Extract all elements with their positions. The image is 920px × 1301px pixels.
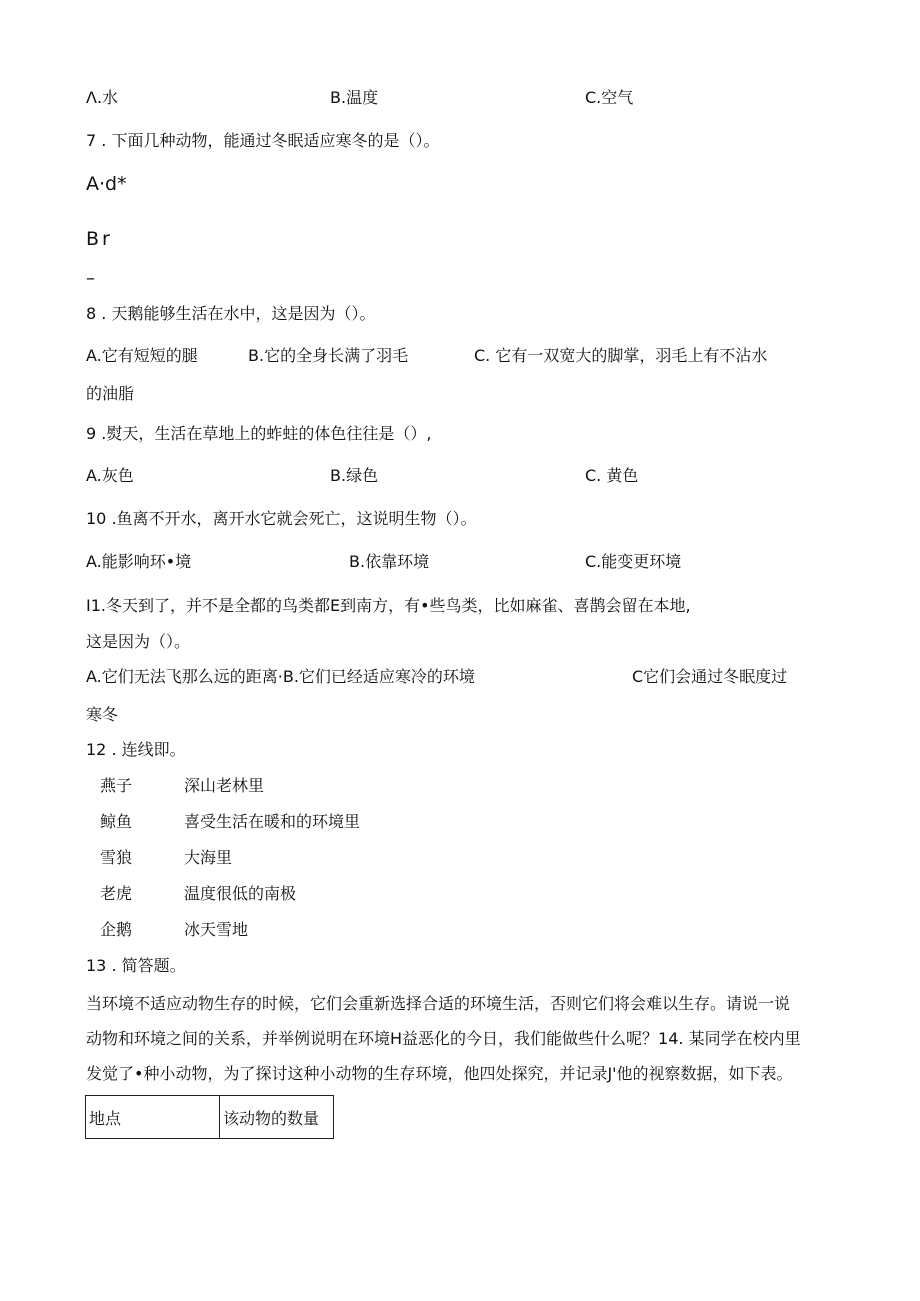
habitat-item: 冰天雪地 bbox=[184, 920, 249, 939]
q11-stem-line1: I1.冬天到了，并不是全都的鸟类都E到南方，有•些鸟类，比如麻雀、喜鹊会留在本地, bbox=[86, 596, 691, 615]
q7-dash: – bbox=[86, 268, 95, 289]
q13-paragraph-line2: 动物和环境之间的关系，并举例说明在环境H益恶化的今日，我们能做些什么呢？14. 某同学在校内里 bbox=[86, 1029, 801, 1048]
q9-option-c: C. 黄色 bbox=[585, 466, 639, 485]
animal-item: 雪狼 bbox=[100, 848, 133, 867]
q8-option-c: C. 它有一双宽大的脚掌，羽毛上有不沾水 bbox=[474, 346, 768, 365]
q6-option-a: Λ.水 bbox=[86, 88, 119, 107]
header-location: 地点 bbox=[86, 1096, 220, 1139]
q13-stem: 13 . 简答题。 bbox=[86, 956, 186, 975]
q11-option-ab: A.它们无法飞那么远的距离·B.它们已经适应寒冷的环境 bbox=[86, 667, 475, 686]
animal-item: 鲸鱼 bbox=[100, 812, 133, 831]
q7-option-a: A·d* bbox=[86, 173, 127, 195]
q11-stem-line2: 这是因为（）。 bbox=[86, 632, 191, 651]
animal-item: 老虎 bbox=[100, 884, 133, 903]
habitat-item: 深山老林里 bbox=[184, 776, 265, 795]
q8-option-c-cont: 的油脂 bbox=[86, 384, 135, 403]
habitat-item: 温度很低的南极 bbox=[184, 884, 297, 903]
q8-stem: 8 . 天鹅能够生活在水中，这是因为（）。 bbox=[86, 304, 376, 323]
q6-option-c: C.空气 bbox=[585, 88, 634, 107]
q13-paragraph-line1: 当环境不适应动物生存的时候，它们会重新选择合适的环境生活，否则它们将会难以生存。请说一说 bbox=[86, 994, 791, 1013]
q10-option-b: B.依靠环境 bbox=[349, 552, 430, 571]
q9-option-a: A.灰色 bbox=[86, 466, 134, 485]
q12-stem: 12 . 连线即。 bbox=[86, 740, 186, 759]
observation-table bbox=[85, 1095, 334, 1139]
q9-stem: 9 .熨天，生活在草地上的蚱蛀的体色往往是（）, bbox=[86, 424, 432, 443]
q6-option-b: B.温度 bbox=[330, 88, 379, 107]
q8-option-a: A.它有短短的腿 bbox=[86, 346, 198, 365]
q11-option-c: C它们会通过冬眠度过 bbox=[632, 667, 788, 686]
q11-option-c-cont: 寒冬 bbox=[86, 705, 119, 724]
q14-paragraph-line3: 发觉了•种小动物，为了探讨这种小动物的生存环境，他四处探究，并记录J'他的视察数据，如下表。 bbox=[86, 1064, 793, 1083]
animal-item: 燕子 bbox=[100, 776, 133, 795]
q10-option-c: C.能变更环境 bbox=[585, 552, 682, 571]
q7-stem: 7 . 下面几种动物，能通过冬眠适应寒冬的是（）。 bbox=[86, 131, 440, 150]
animal-item: 企鹅 bbox=[100, 920, 133, 939]
table-header-row bbox=[86, 1096, 334, 1139]
header-count: 该动物的数量 bbox=[220, 1096, 334, 1139]
q10-option-a: A.能影响环•境 bbox=[86, 552, 192, 571]
q10-stem: 10 .鱼离不开水，离开水它就会死亡，这说明生物（）。 bbox=[86, 509, 477, 528]
habitat-item: 大海里 bbox=[184, 848, 233, 867]
q9-option-b: B.绿色 bbox=[330, 466, 379, 485]
q7-option-b: Br bbox=[86, 228, 113, 250]
habitat-item: 喜受生活在暖和的环境里 bbox=[184, 812, 361, 831]
q8-option-b: B.它的全身长满了羽毛 bbox=[248, 346, 409, 365]
